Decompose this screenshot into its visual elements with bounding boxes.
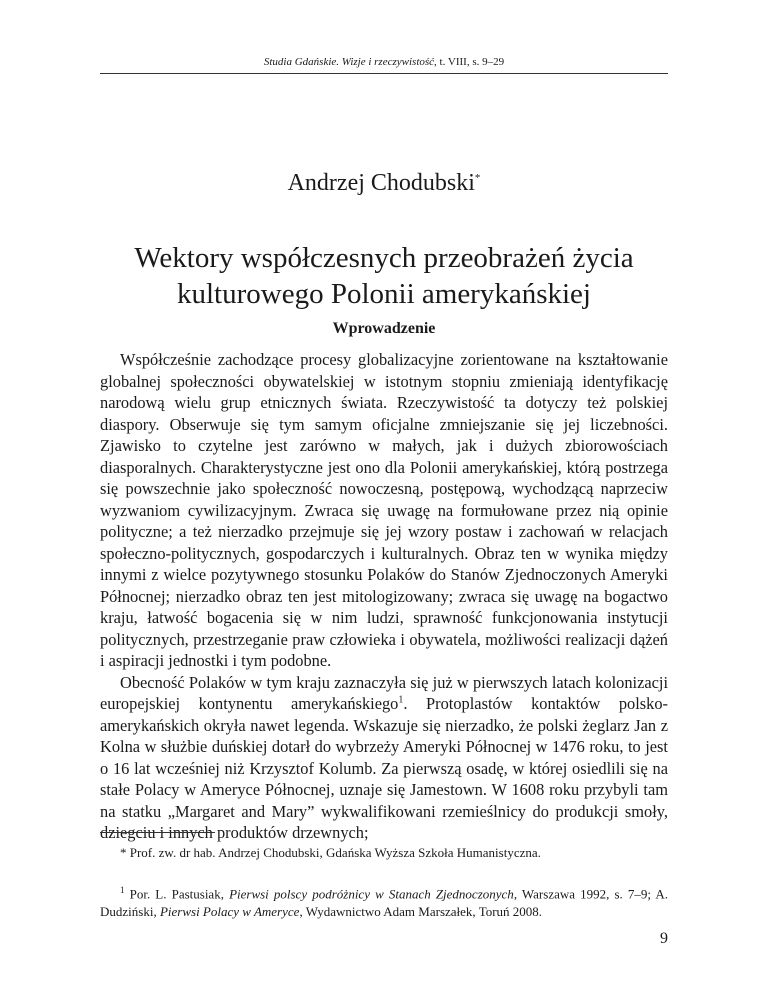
- paragraph-2-part-b: . Protoplastów kontaktów polsko-amerykańskich okryła nawet legenda. Wskazuje się nierzadko, że polski żeglarz Jan z Kolna w służbie duńskiej dotarł do wybrzeży Ameryki Północnej w 1476 roku, to jest o 16 lat wcześniej niż Krzysztof Kolumb. Za pierwszą osadę, w której osiedlili się na stałe Polacy w Ameryce Północnej, uznaje się Jamestown. W 1608 roku przybyli tam na statku „Margaret and Mary” wykwalifikowani rzemieślnicy do produkcji smoły, dziegciu i innych produktów drzewnych;: [100, 694, 668, 842]
- volume-pages: , t. VIII, s. 9–29: [434, 56, 505, 68]
- author-name: [100, 170, 668, 197]
- footnote-1-post: , Wydawnictwo Adam Marszałek, Toruń 2008.: [299, 904, 543, 920]
- section-heading: Wprowadzenie: [332, 320, 436, 337]
- footnote-1-work-1: Pierwsi polscy podróżnicy w Stanach Zjednoczonych: [229, 886, 514, 902]
- running-head: [100, 56, 668, 74]
- footnote-author: [100, 844, 668, 862]
- footnote-1-mark: 1: [120, 885, 125, 895]
- body-text: [100, 349, 668, 844]
- author-footnote-mark: *: [474, 172, 481, 184]
- footnote-1-mid: , Warszawa 1992, s. 7–9; A. Dudziński,: [100, 886, 669, 920]
- page-number: 9: [660, 930, 668, 947]
- paragraph-2: [100, 672, 668, 844]
- paragraph-2-part-a: Obecność Polaków w tym kraju zaznaczyła się już w pierwszych latach kolonizacji europejskiej kontynentu amerykańskiego: [100, 672, 668, 713]
- footnote-author-text: Prof. zw. dr hab. Andrzej Chodubski, Gdańska Wyższa Szkoła Humanistyczna.: [129, 845, 541, 860]
- paragraph-1: Współcześnie zachodzące procesy globalizacyjne zorientowane na kształtowanie globalnej społeczności obywatelskiej w istotnym stopniu zmieniają identyfikację narodową wielu grup etnicznych świata. Rzeczywistość ta dotyczy też polskiej diaspory. Obserwuje się tym samym oficjalne zmniejszanie się jej liczebności. Zjawisko to czytelne jest zarówno w małych, jak i dużych zbiorowościach diasporalnych. Charakterystyczne jest ono dla Polonii amerykańskiej, którą postrzega się powszechnie jako społeczność nowoczesną, postępową, wychodzącą naprzeciw wyzwaniom cywilizacyjnym. Zwraca się uwagę na formułowane przez nią opinie polityczne; a też nierzadko przejmuje się jej wzory postaw i zachowań w relacjach społeczno-politycznych, gospodarczych i kulturalnych. Obraz ten w wynika między innymi z wielce pozytywnego stosunku Polaków do Stanów Zjednoczonych Ameryki Północnej; nierzadko obraz ten jest mitologizowany; zwraca się uwagę na bogactwo kraju, łatwość bogacenia się w nim ludzi, sprawność funkcjonowania instytucji politycznych, przestrzeganie praw człowieka i obywatela, możliwości realizacji dążeń i aspiracji jednostki i tym podobne.: [100, 350, 668, 670]
- footnote-1-work-2: Pierwsi Polacy w Ameryce: [159, 904, 300, 920]
- journal-title: Studia Gdańskie. Wizje i rzeczywistość: [263, 56, 435, 68]
- footnote-author-mark: *: [120, 845, 127, 860]
- footnote-1: [100, 881, 668, 921]
- article-title: [100, 240, 668, 312]
- author-name-text: Andrzej Chodubski: [287, 170, 475, 196]
- title-line-1: Wektory współczesnych przeobrażeń życia: [134, 242, 634, 274]
- footnote-ref-1: 1: [398, 694, 404, 706]
- footnote-1-pre: Por. L. Pastusiak,: [129, 886, 230, 902]
- footnote-divider: [100, 832, 215, 833]
- title-line-2: kulturowego Polonii amerykańskiej: [177, 278, 591, 310]
